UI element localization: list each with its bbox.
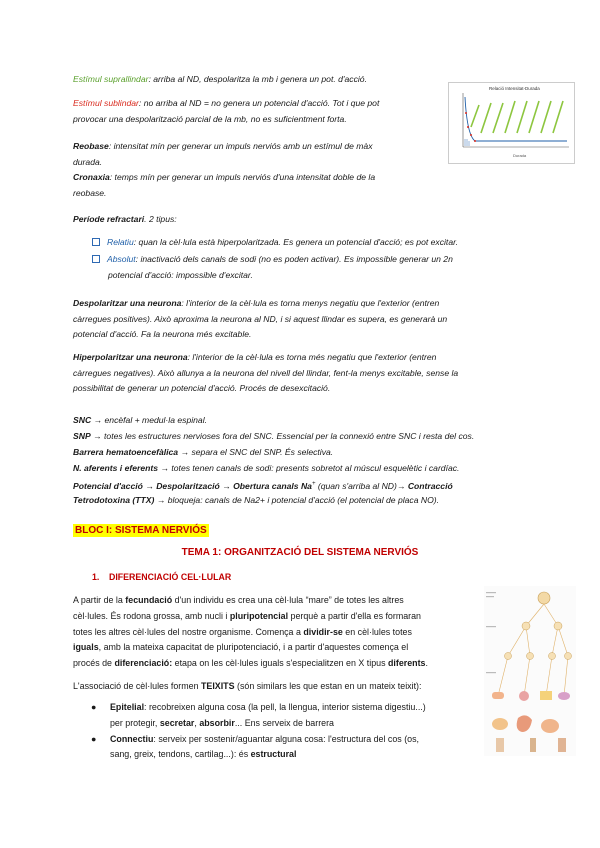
- note-despolaritzar: Despolaritzar una neurona: l'interior de la cèl·lula es torna menys negatiu que l'exterior (entren càrregues positives). Això aproxima la neurona al ND, i si aquest llindar es supera, es generarà un potencial d'acció. Fa la neurona més excitable.: [73, 298, 448, 340]
- note-snc: SNC → encèfal + medul·la espinal.: [73, 415, 207, 425]
- note-hiperpolaritzar: Hiperpolaritzar una neurona: l'interior de la cèl·lula es torna més negatiu que l'exterior (entren càrregues negatives). Això allunya a la neurona del nivell del llindar, fent-la menys excitable, sense la possibilitat de generar un potencial d'acció. Procés de desexcitació.: [73, 352, 459, 394]
- note-barrera: Barrera hematoencefàlica → separa el SNC del SNP. És selectiva.: [73, 447, 334, 457]
- chart-title: Relació Intensitat-Durada: [489, 86, 540, 91]
- list-item: ● Epitelial: recobreixen alguna cosa (la pell, la llengua, interior sistema digestiu...) per protegir, secretar, absorbir... Ens serveix de barrera: [91, 702, 426, 728]
- chart-svg: [449, 83, 574, 163]
- note-reobase: Reobase: intensitat mín per generar un impuls nerviós amb un estímul de màx durada.: [73, 141, 373, 167]
- chart-small-marks: [465, 139, 469, 146]
- zygote-icon: [538, 592, 550, 604]
- differentiated-cells-icon: [492, 691, 570, 701]
- note-ttx: Tetrodotoxina (TTX) → bloqueja: canals de Na2+ i potencial d'acció (el potencial de placa NO).: [73, 495, 440, 505]
- note-cronaxia: Cronaxia: temps mín per generar un impuls nerviós d'una intensitat doble de la reobase.: [73, 172, 376, 198]
- paragraph-teixits: L'associació de cèl·lules formen TEIXITS (són similars les que estan en un mateix teixit):: [73, 681, 422, 691]
- checkbox-icon[interactable]: [92, 255, 100, 263]
- note-suprallindar: Estímul suprallindar: arriba al ND, despolaritza la mb i genera un pot. d'acció.: [73, 74, 367, 84]
- refractari-relatiu: Relatiu: quan la cèl·lula està hiperpolaritzada. Es genera un potencial d'acció; es pot excitar.: [92, 235, 458, 251]
- diagram-small-labels: [486, 592, 496, 673]
- stem-cells-icon: [505, 622, 572, 660]
- refractari-absolut: Absolut: inactivació dels canals de sodi (no es poden activar). Es impossible generar un 2n potencial d'acció: impossible d'excitar.: [92, 252, 453, 283]
- bullet-icon: ●: [91, 733, 97, 744]
- organs-icon: [492, 715, 566, 752]
- note-aferents: N. aferents i eferents → totes tenen canals de sodi: presents sobretot al múscul esquelètic i cardíac.: [73, 463, 460, 473]
- intensity-duration-chart: [448, 82, 575, 164]
- list-item: ● Connectiu: serveix per sostenir/aguantar alguna cosa: l'estructura del cos (os, sang, greix, tendons, cartilag...): és estructural: [91, 733, 420, 760]
- teixits-list: [73, 700, 467, 763]
- bullet-icon: ●: [91, 702, 97, 712]
- section-heading: 1. DIFERENCIACIÓ CEL·LULAR: [92, 572, 232, 582]
- note-sublindar: Estímul sublindar: no arriba al ND = no genera un potencial d'acció. Tot i que pot provocar una despolarització parcial de la mb, no es suficientment forta.: [73, 98, 380, 124]
- tema-heading: TEMA 1: ORGANITZACIÓ DEL SISTEMA NERVIÓS: [181, 547, 419, 558]
- cell-differentiation-diagram: [484, 586, 576, 756]
- chart-curve: [465, 97, 567, 141]
- note-periode-refractari: Període refractari. 2 tipus:: [73, 214, 177, 224]
- note-potencial: Potencial d'acció → Despolarització → Obertura canals Na+ (quan s'arriba al ND)→ Contracció: [73, 480, 453, 491]
- paragraph-diferenciacio: A partir de la fecundació d'un individu es crea una cèl·lula “mare” de totes les altres cèl·lules. És rodona grossa, amb nucli i pluripotencial perquè a partir d'ella es formaran totes les altres cèl·lules del nostre organisme. Comença a dividir-se en cèl·lules totes iguals, amb la mateixa capacitat de pluripotenciació, i a partir d'aquestes comença el procés de diferenciació: etapa on les cèl·lules iguals s'especialitzen en X tipus diferents.: [73, 595, 428, 669]
- chart-green-stimuli: [471, 101, 563, 133]
- note-snp: SNP → totes les estructures nervioses fora del SNC. Essencial per la connexió entre SNC i resta del cos.: [73, 431, 475, 441]
- chart-x-label: Durada: [513, 153, 527, 158]
- bloc-heading: BLOC I: SISTEMA NERVIÓS: [75, 525, 207, 536]
- diagram-svg: [484, 586, 576, 756]
- cell-lineage-lines: [498, 604, 568, 696]
- checkbox-icon[interactable]: [92, 238, 100, 246]
